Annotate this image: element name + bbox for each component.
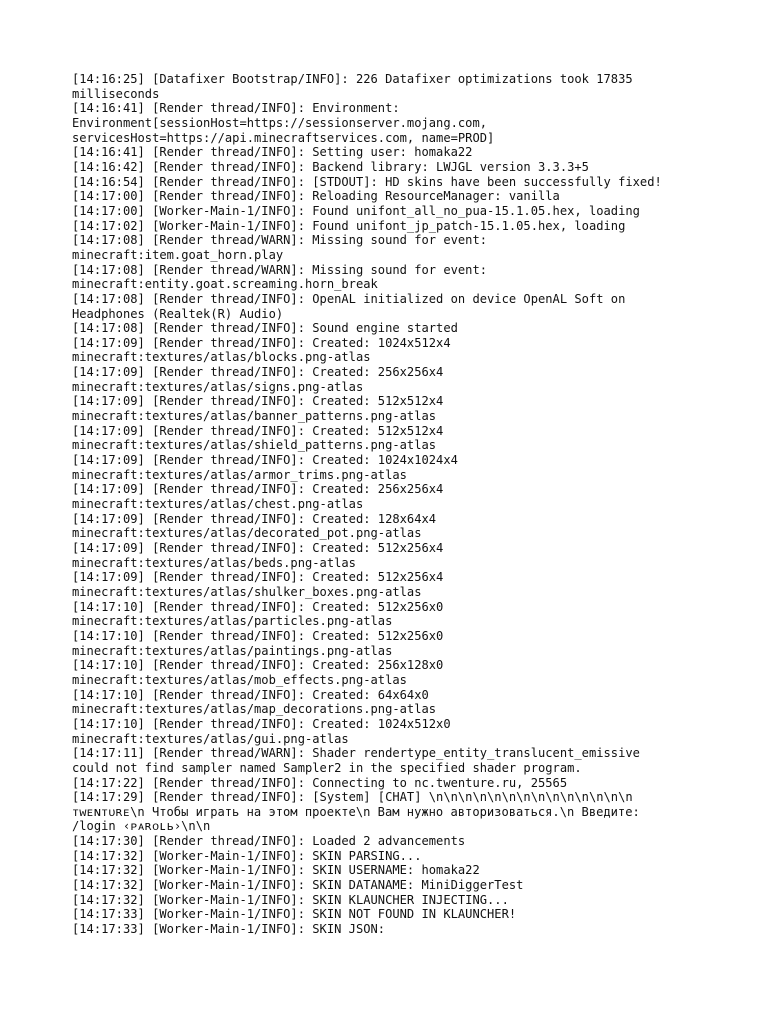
- log-line: [14:17:10] [Render thread/INFO]: Created: 512x256x0: [72, 628, 444, 643]
- log-line: [14:17:09] [Render thread/INFO]: Created: 1024x1024x4: [72, 453, 458, 468]
- log-line: [14:17:00] [Render thread/INFO]: Reloading ResourceManager: vanilla: [72, 189, 560, 204]
- log-line: minecraft:textures/atlas/beds.png-atlas: [72, 555, 356, 570]
- log-line: [14:16:54] [Render thread/INFO]: [STDOUT]: HD skins have been successfully fixed!: [72, 174, 662, 189]
- log-line: minecraft:item.goat_horn.play: [72, 247, 284, 262]
- log-line: [14:17:08] [Render thread/INFO]: OpenAL initialized on device OpenAL Soft on: [72, 291, 626, 306]
- log-line: [14:17:09] [Render thread/INFO]: Created: 512x256x4: [72, 570, 444, 585]
- log-line: minecraft:textures/atlas/blocks.png-atlas: [72, 350, 371, 365]
- log-line: [14:16:41] [Render thread/INFO]: Setting user: homaka22: [72, 145, 473, 160]
- log-line: [14:17:29] [Render thread/INFO]: [System] [CHAT] \n\n\n\n\n\n\n\n\n\n\n\n\n\n: [72, 790, 633, 805]
- log-line: [14:17:08] [Render thread/WARN]: Missing sound for event:: [72, 233, 488, 248]
- log-line: ᴛᴡᴇɴᴛᴜʀᴇ\n Чтобы играть на этом проекте\n Вам нужно авторизоваться.\n Введите:: [72, 804, 640, 819]
- log-line: Headphones (Realtek(R) Audio): [72, 306, 284, 321]
- log-line: [14:17:08] [Render thread/WARN]: Missing sound for event:: [72, 262, 488, 277]
- log-line: minecraft:textures/atlas/signs.png-atlas: [72, 379, 364, 394]
- log-line: [14:17:08] [Render thread/INFO]: Sound engine started: [72, 321, 458, 336]
- log-line: [14:17:32] [Worker-Main-1/INFO]: SKIN USERNAME: homaka22: [72, 863, 480, 878]
- log-line: servicesHost=https://api.minecraftservices.com, name=PROD]: [72, 130, 495, 145]
- log-line: minecraft:entity.goat.screaming.horn_break: [72, 277, 378, 292]
- log-line: minecraft:textures/atlas/particles.png-atlas: [72, 614, 393, 629]
- log-line: minecraft:textures/atlas/gui.png-atlas: [72, 731, 349, 746]
- log-line: /login ‹ᴘᴀʀᴏʟь›\n\n: [72, 819, 211, 834]
- log-line: [14:17:09] [Render thread/INFO]: Created: 1024x512x4: [72, 335, 451, 350]
- log-line: [14:17:10] [Render thread/INFO]: Created: 512x256x0: [72, 599, 444, 614]
- log-line: [14:17:32] [Worker-Main-1/INFO]: SKIN KLAUNCHER INJECTING...: [72, 892, 509, 907]
- log-line: minecraft:textures/atlas/banner_patterns.png-atlas: [72, 409, 437, 424]
- log-line: [14:17:00] [Worker-Main-1/INFO]: Found unifont_all_no_pua-15.1.05.hex, loading: [72, 203, 640, 218]
- log-line: minecraft:textures/atlas/mob_effects.png-atlas: [72, 672, 407, 687]
- log-line: [14:16:42] [Render thread/INFO]: Backend library: LWJGL version 3.3.3+5: [72, 159, 589, 174]
- log-line: [14:17:09] [Render thread/INFO]: Created: 256x256x4: [72, 365, 444, 380]
- log-line: [14:17:10] [Render thread/INFO]: Created: 256x128x0: [72, 658, 444, 673]
- log-line: [14:17:32] [Worker-Main-1/INFO]: SKIN DATANAME: MiniDiggerTest: [72, 878, 524, 893]
- log-line: [14:17:09] [Render thread/INFO]: Created: 512x512x4: [72, 394, 444, 409]
- log-line: [14:17:33] [Worker-Main-1/INFO]: SKIN JSON:: [72, 922, 386, 937]
- log-line: [14:17:09] [Render thread/INFO]: Created: 512x512x4: [72, 423, 444, 438]
- log-line: [14:17:09] [Render thread/INFO]: Created: 512x256x4: [72, 541, 444, 555]
- log-line: minecraft:textures/atlas/shulker_boxes.png-atlas: [72, 584, 422, 599]
- log-line: minecraft:textures/atlas/decorated_pot.png-atlas: [72, 526, 422, 541]
- log-line: [14:17:30] [Render thread/INFO]: Loaded 2 advancements: [72, 834, 466, 849]
- log-line: [14:16:41] [Render thread/INFO]: Environment:: [72, 101, 400, 116]
- log-line: [14:17:11] [Render thread/WARN]: Shader rendertype_entity_translucent_emissive: [72, 746, 640, 761]
- log-line: [14:17:22] [Render thread/INFO]: Connecting to nc.twenture.ru, 25565: [72, 775, 568, 790]
- log-line: minecraft:textures/atlas/paintings.png-atlas: [72, 643, 393, 658]
- log-line: [14:17:10] [Render thread/INFO]: Created: 64x64x0: [72, 687, 429, 702]
- log-line: [14:17:09] [Render thread/INFO]: Created: 256x256x4: [72, 482, 444, 497]
- log-document: [72, 72, 702, 937]
- log-line: [14:17:33] [Worker-Main-1/INFO]: SKIN NOT FOUND IN KLAUNCHER!: [72, 907, 517, 922]
- log-line: [14:17:02] [Worker-Main-1/INFO]: Found unifont_jp_patch-15.1.05.hex, loading: [72, 218, 626, 233]
- log-line: could not find sampler named Sampler2 in the specified shader program.: [72, 760, 582, 775]
- log-line: milliseconds: [72, 86, 160, 101]
- log-line: minecraft:textures/atlas/armor_trims.png-atlas: [72, 467, 407, 482]
- log-line: minecraft:textures/atlas/chest.png-atlas: [72, 497, 364, 512]
- log-line: [14:17:09] [Render thread/INFO]: Created: 128x64x4: [72, 511, 437, 526]
- log-line: minecraft:textures/atlas/shield_patterns.png-atlas: [72, 438, 437, 453]
- log-line: [14:16:25] [Datafixer Bootstrap/INFO]: 226 Datafixer optimizations took 17835: [72, 72, 633, 86]
- log-line: Environment[sessionHost=https://sessionserver.mojang.com,: [72, 115, 488, 130]
- log-line: [14:17:32] [Worker-Main-1/INFO]: SKIN PARSING...: [72, 848, 422, 863]
- log-line: [14:17:10] [Render thread/INFO]: Created: 1024x512x0: [72, 716, 451, 731]
- log-line: minecraft:textures/atlas/map_decorations.png-atlas: [72, 702, 437, 717]
